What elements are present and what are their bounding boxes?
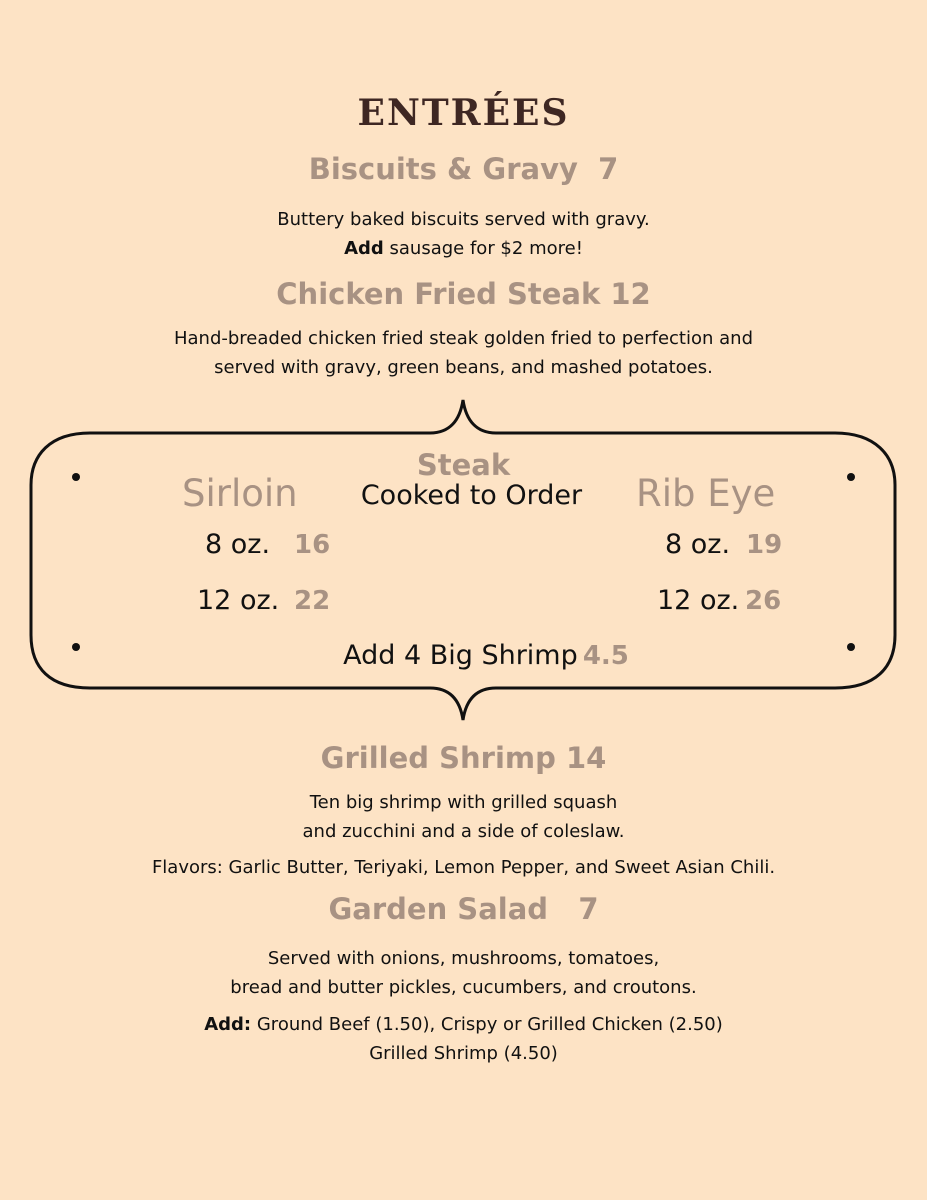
salad-description [0,944,927,1002]
steak-addon [0,640,927,671]
cfs-desc-line2: served with gravy, green beans, and mashed potatoes. [214,357,713,378]
cfs-description [0,324,927,382]
steak-addon-price: 4.5 [582,641,629,671]
biscuits-price: 7 [598,152,619,186]
salad-add-text1: Ground Beef (1.50), Crispy or Grilled Chicken (2.50) [251,1014,723,1035]
ribeye-size-12oz: 12 oz. [657,585,740,616]
ribeye-price-8oz: 19 [746,530,783,560]
shrimp-desc-line1: Ten big shrimp with grilled squash [309,792,618,813]
cfs-desc-line1: Hand-breaded chicken fried steak golden fried to perfection and [173,328,753,349]
page-title: ENTRÉES [357,92,570,134]
salad-addons [0,1010,927,1068]
salad-add-label: Add: [204,1014,252,1035]
salad-heading [0,892,927,926]
biscuits-name: Biscuits & Gravy [308,152,578,186]
salad-add-line1 [0,1010,927,1039]
salad-desc-line2: bread and butter pickles, cucumbers, and croutons. [230,977,697,998]
sirloin-size-12oz: 12 oz. [197,585,280,616]
sirloin-name: Sirloin [182,472,298,515]
shrimp-price: 14 [565,741,607,775]
cfs-price: 12 [610,277,651,311]
shrimp-desc-line2: and zucchini and a side of coleslaw. [302,821,625,842]
shrimp-name: Grilled Shrimp [320,741,556,775]
ribeye-price-12oz: 26 [745,586,782,616]
salad-price: 7 [578,892,599,926]
salad-desc-line1: Served with onions, mushrooms, tomatoes, [267,948,660,969]
shrimp-description [0,788,927,846]
shrimp-heading [0,741,927,775]
steak-addon-label: Add 4 Big Shrimp [343,640,578,671]
sirloin-price-8oz: 16 [294,530,331,560]
cfs-name: Chicken Fried Steak [276,277,601,311]
biscuits-add-text: sausage for $2 more! [383,238,583,259]
shrimp-flavors: Flavors: Garlic Butter, Teriyaki, Lemon Pepper, and Sweet Asian Chili. [151,857,776,878]
biscuits-description [0,205,927,263]
sirloin-size-8oz: 8 oz. [205,529,271,560]
steak-title: Steak [416,448,511,482]
ribeye-size-8oz: 8 oz. [665,529,731,560]
steak-subtitle: Cooked to Order [360,480,583,511]
salad-add-line2: Grilled Shrimp (4.50) [369,1043,558,1064]
salad-name: Garden Salad [328,892,549,926]
biscuits-add-label: Add [344,238,384,259]
sirloin-price-12oz: 22 [294,586,331,616]
biscuits-desc-line1: Buttery baked biscuits served with gravy. [277,209,650,230]
cfs-heading [0,277,927,311]
ribeye-name: Rib Eye [636,472,776,515]
biscuits-desc-line2 [0,234,927,263]
biscuits-heading [0,152,927,186]
